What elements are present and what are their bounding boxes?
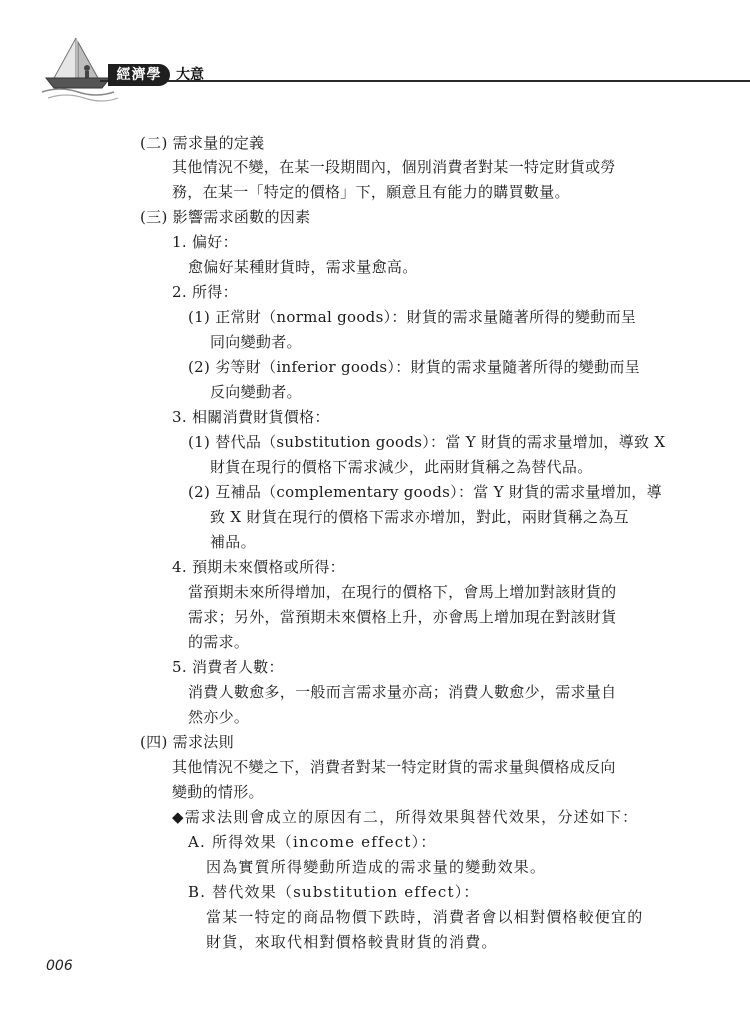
text-line: 愈偏好某種財貨時，需求量愈高。	[188, 258, 418, 276]
text-line: 同向變動者。	[210, 333, 302, 351]
text-line: 消費人數愈多，一般而言需求量亦高；消費人數愈少，需求量自	[188, 683, 617, 701]
text-line: 其他情況不變，在某一段期間內，個別消費者對某一特定財貨或勞	[172, 158, 616, 176]
text-line: 補品。	[210, 533, 256, 551]
text-line: 然亦少。	[188, 708, 250, 726]
text-line: 財貨在現行的價格下需求減少，此兩財貨稱之為替代品。	[210, 458, 593, 476]
text-line: 1. 偏好：	[172, 233, 238, 251]
text-line: A. 所得效果（income effect）：	[188, 833, 437, 851]
text-line: ◆需求法則會成立的原因有二，所得效果與替代效果，分述如下：	[172, 808, 639, 826]
text-line: (1) 正常財（normal goods）：財貨的需求量隨著所得的變動而呈	[188, 308, 637, 326]
text-line: 當某一特定的商品物價下跌時，消費者會以相對價格較便宜的	[206, 908, 644, 926]
text-line: 2. 所得：	[172, 283, 238, 301]
text-line: (2) 劣等財（inferior goods）：財貨的需求量隨著所得的變動而呈	[188, 358, 641, 376]
text-line: (四) 需求法則	[140, 733, 234, 751]
text-line: 致 X 財貨在現行的價格下需求亦增加，對此，兩財貨稱之為互	[210, 508, 629, 526]
text-line: 當預期未來所得增加，在現行的價格下，會馬上增加對該財貨的	[188, 583, 617, 601]
text-line: 變動的情形。	[172, 783, 264, 801]
text-line: 務，在某一「特定的價格」下，願意且有能力的購買數量。	[172, 183, 570, 201]
text-line: 3. 相關消費財貨價格：	[172, 408, 330, 426]
text-line: 其他情況不變之下，消費者對某一特定財貨的需求量與價格成反向	[172, 758, 616, 776]
text-line: (2) 互補品（complementary goods）：當 Y 財貨的需求量增加，導	[188, 483, 662, 501]
text-line: (二) 需求量的定義	[140, 134, 265, 152]
text-line: 5. 消費者人數：	[172, 658, 284, 676]
page-header	[0, 0, 750, 110]
text-line: 的需求。	[188, 633, 250, 651]
book-title: 經濟學	[108, 64, 170, 86]
text-line: 需求；另外，當預期未來價格上升，亦會馬上增加現在對該財貨	[188, 608, 617, 626]
text-line: 因為實質所得變動所造成的需求量的變動效果。	[206, 858, 547, 876]
text-line: 反向變動者。	[210, 383, 302, 401]
book-subtitle: 大意	[176, 67, 204, 83]
text-line: B. 替代效果（substitution effect）：	[188, 883, 480, 901]
text-line: (1) 替代品（substitution goods）：當 Y 財貨的需求量增加，導致 X	[188, 433, 666, 451]
page-number: 006	[46, 958, 73, 974]
text-line: 財貨，來取代相對價格較貴財貨的消費。	[206, 933, 498, 951]
text-line: 4. 預期未來價格或所得：	[172, 558, 345, 576]
text-line: (三) 影響需求函數的因素	[140, 208, 311, 226]
